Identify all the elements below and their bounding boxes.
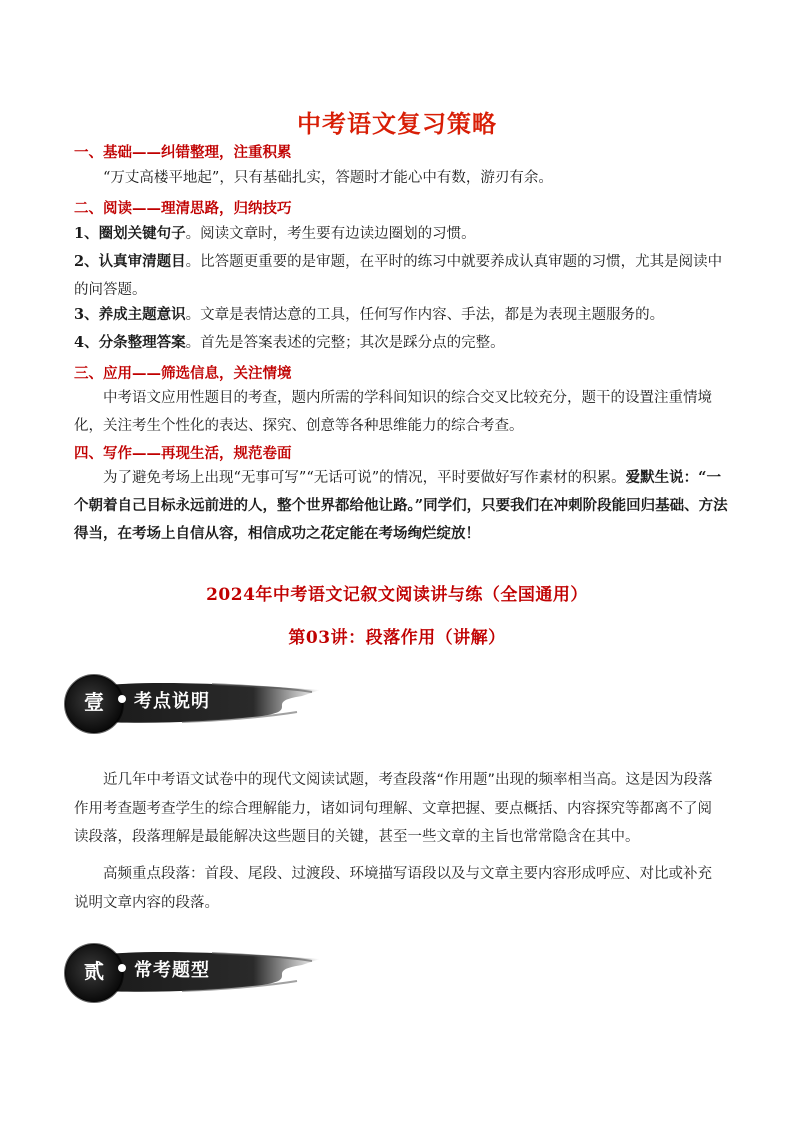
lesson-series-title: 2024年中考语文记叙文阅读讲与练（全国通用） [206,585,588,605]
section-heading-reading: 二、阅读——理清思路，归纳技巧 [74,200,292,217]
section-number: 贰 [84,959,104,983]
bullet-dot-icon [118,695,126,703]
kaodian-paragraph-2: 高频重点段落：首段、尾段、过渡段、环境描写语段以及与文章主要内容形成呼应、对比或补充说明文章内容的段落。 [74,866,712,911]
basics-text: “万丈高楼平地起”，只有基础扎实，答题时才能心中有数，游刃有余。 [103,170,553,186]
writing-text: 为了避免考场上出现“无事可写”“无话可说”的情况，平时要做好写作素材的积累。爱默生说：“一个朝着自己目标永远前进的人，整个世界都给他让路。”同学们，只要我们在冲刺阶段能回归基础、方法得当，在考场上自信从容，相信成功之花定能在考场绚烂绽放！ [74,469,728,542]
lesson-title: 第03讲：段落作用（讲解） [288,628,506,648]
section-heading-basics: 一、基础——纠错整理，注重积累 [74,144,292,161]
bullet-dot-icon [118,964,126,972]
section-label: 常考题型 [134,960,210,981]
section-banner-kaodian [62,672,322,736]
application-text: 中考语文应用性题目的考查，题内所需的学科间知识的综合交叉比较充分，题干的设置注重情境化，关注考生个性化的表达、探究、创意等各种思维能力的综合考查。 [74,390,712,434]
section-number: 壹 [84,690,104,714]
section-heading-writing: 四、写作——再现生活，规范卷面 [74,445,292,462]
reading-item: 4、分条整理答案。首先是答案表述的完整；其次是踩分点的完整。 [74,334,505,351]
section-heading-application: 三、应用——筛选信息，关注情境 [74,365,292,382]
reading-item: 3、养成主题意识。文章是表情达意的工具，任何写作内容、手法，都是为表现主题服务的。 [74,306,665,323]
reading-item: 1、圈划关键句子。阅读文章时，考生要有边读边圈划的习惯。 [74,225,476,242]
reading-item: 2、认真审清题目。比答题更重要的是审题，在平时的练习中就要养成认真审题的习惯，尤其是阅读中的问答题。 [74,253,723,298]
kaodian-paragraph-1: 近几年中考语文试卷中的现代文阅读试题，考查段落“作用题”出现的频率相当高。这是因为段落作用考查题考查学生的综合理解能力，诸如词句理解、文章把握、要点概括、内容探究等都离不了阅读段落，段落理解是最能解决这些题目的关键，甚至一些文章的主旨也常常隐含在其中。 [74,772,713,845]
page-title: 中考语文复习策略 [297,110,497,138]
section-label: 考点说明 [134,691,210,712]
section-banner-tixing [62,941,322,1005]
